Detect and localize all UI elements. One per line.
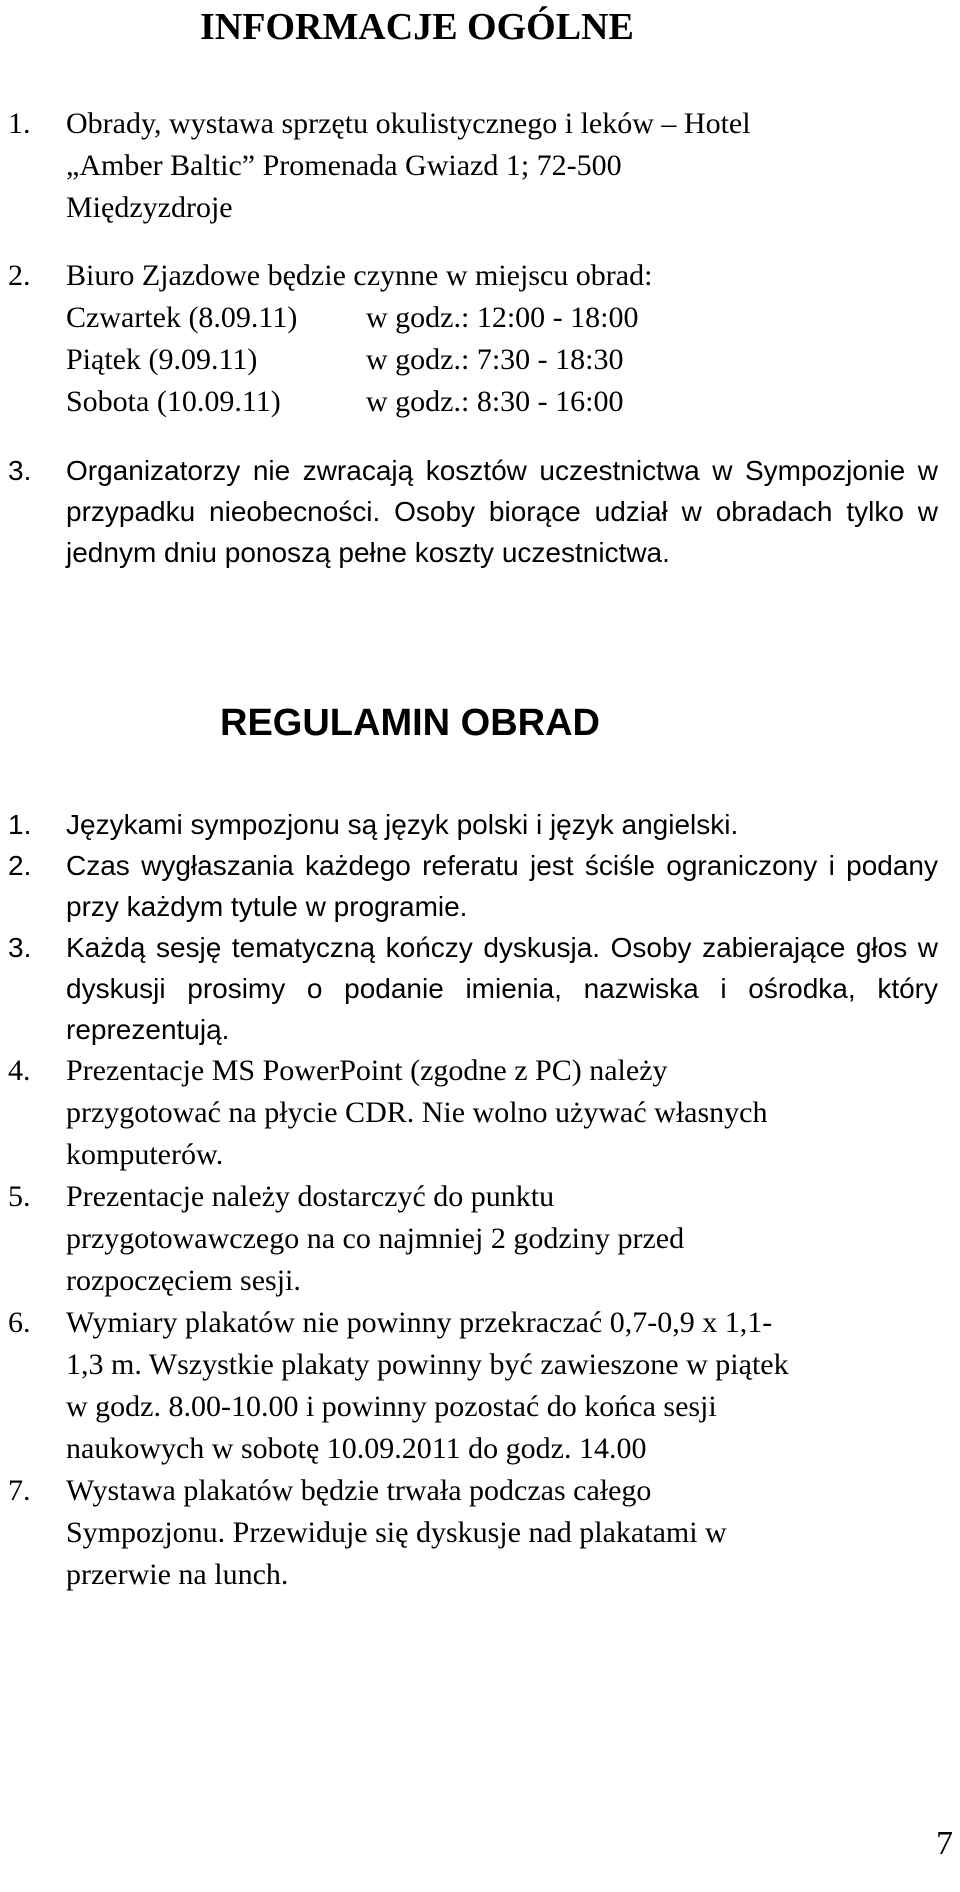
rule-item-number: 1. <box>8 809 32 840</box>
rule-item-4 <box>0 1050 960 1176</box>
info-item-line: Międzyzdroje <box>66 191 233 224</box>
rule-item-line: 1,3 m. Wszystkie plakaty powinny być zawieszone w piątek <box>66 1348 789 1381</box>
rule-item-number: 6. <box>8 1306 31 1339</box>
rule-item-line: Wystawa plakatów będzie trwała podczas całego <box>66 1474 652 1507</box>
general-info-list <box>0 103 960 423</box>
rule-item-line: przygotowawczego na co najmniej 2 godziny przed <box>66 1222 685 1255</box>
rule-item-text <box>66 1302 938 1470</box>
rule-item-line: Sympozjonu. Przewiduje się dyskusje nad plakatami w <box>66 1516 727 1549</box>
rules-list-part-1 <box>0 804 960 1050</box>
rule-item-line: rozpoczęciem sesji. <box>66 1264 301 1297</box>
info-item-1 <box>0 103 960 229</box>
rule-item-number: 7. <box>8 1474 31 1507</box>
rule-item-text <box>66 1176 938 1302</box>
office-hours-table <box>66 297 938 423</box>
info-item-number: 2. <box>8 259 31 292</box>
info-item-number: 1. <box>8 107 31 140</box>
office-hours-day: Czwartek (8.09.11) <box>66 301 298 334</box>
rule-item-number: 5. <box>8 1180 31 1213</box>
rule-item-number: 2. <box>8 850 32 881</box>
office-hours-day: Piątek (9.09.11) <box>66 343 258 376</box>
rules-list-part-2 <box>0 1050 960 1596</box>
rule-item-7 <box>0 1470 960 1596</box>
rule-item-line: Prezentacje MS PowerPoint (zgodne z PC) należy <box>66 1054 668 1087</box>
rule-item-3 <box>0 927 960 1050</box>
rule-item-line: przerwie na lunch. <box>66 1558 289 1591</box>
page-title: INFORMACJE OGÓLNE <box>200 6 634 48</box>
rule-item-number: 3. <box>8 932 32 963</box>
office-hours-time: w godz.: 12:00 - 18:00 <box>366 301 639 334</box>
office-hours-time: w godz.: 8:30 - 16:00 <box>366 385 624 418</box>
section-title-rules: REGULAMIN OBRAD <box>220 702 600 744</box>
rule-item-text: Językami sympozjonu są język polski i język angielski. <box>66 809 739 840</box>
info-item-text <box>66 103 938 229</box>
rule-item-text: Każdą sesję tematyczną kończy dyskusja. Osoby zabierające głos w dyskusji prosimy o podanie imienia, nazwiska i ośrodka, który reprezentują. <box>66 932 938 1045</box>
info-item-text <box>66 255 938 423</box>
rule-item-6 <box>0 1302 960 1470</box>
info-item-3 <box>0 450 960 573</box>
info-item-2 <box>0 255 960 423</box>
rule-item-text: Czas wygłaszania każdego referatu jest ściśle ograniczony i podany przy każdym tytule w programie. <box>66 850 938 922</box>
rule-item-number: 4. <box>8 1054 31 1087</box>
rule-item-5 <box>0 1176 960 1302</box>
rule-item-line: naukowych w sobotę 10.09.2011 do godz. 14.00 <box>66 1432 647 1465</box>
office-hours-row <box>66 297 938 339</box>
rule-item-line: Prezentacje należy dostarczyć do punktu <box>66 1180 555 1213</box>
rule-item-line: Wymiary plakatów nie powinny przekraczać 0,7-0,9 x 1,1- <box>66 1306 773 1339</box>
info-item-number: 3. <box>8 455 32 486</box>
info-item-text: Organizatorzy nie zwracają kosztów uczestnictwa w Sympozjonie w przypadku nieobecności. Osoby biorące udział w obradach tylko w jednym dniu ponoszą pełne koszty uczestnictwa. <box>66 455 938 568</box>
rule-item-line: przygotować na płycie CDR. Nie wolno używać własnych <box>66 1096 768 1129</box>
info-item-line: Obrady, wystawa sprzętu okulistycznego i leków – Hotel <box>66 107 751 140</box>
office-hours-row <box>66 381 938 423</box>
general-info-list-continued <box>0 450 960 573</box>
rule-item-text <box>66 1050 938 1176</box>
rule-item-line: w godz. 8.00-10.00 i powinny pozostać do końca sesji <box>66 1390 717 1423</box>
office-hours-time: w godz.: 7:30 - 18:30 <box>366 343 624 376</box>
rule-item-1 <box>0 804 960 845</box>
office-hours-day: Sobota (10.09.11) <box>66 385 281 418</box>
rule-item-text <box>66 1470 938 1596</box>
rule-item-2 <box>0 845 960 927</box>
office-hours-intro: Biuro Zjazdowe będzie czynne w miejscu obrad: <box>66 259 653 292</box>
info-item-line: „Amber Baltic” Promenada Gwiazd 1; 72-500 <box>66 149 622 182</box>
office-hours-row <box>66 339 938 381</box>
page-number: 7 <box>936 1825 953 1862</box>
rule-item-line: komputerów. <box>66 1138 224 1171</box>
